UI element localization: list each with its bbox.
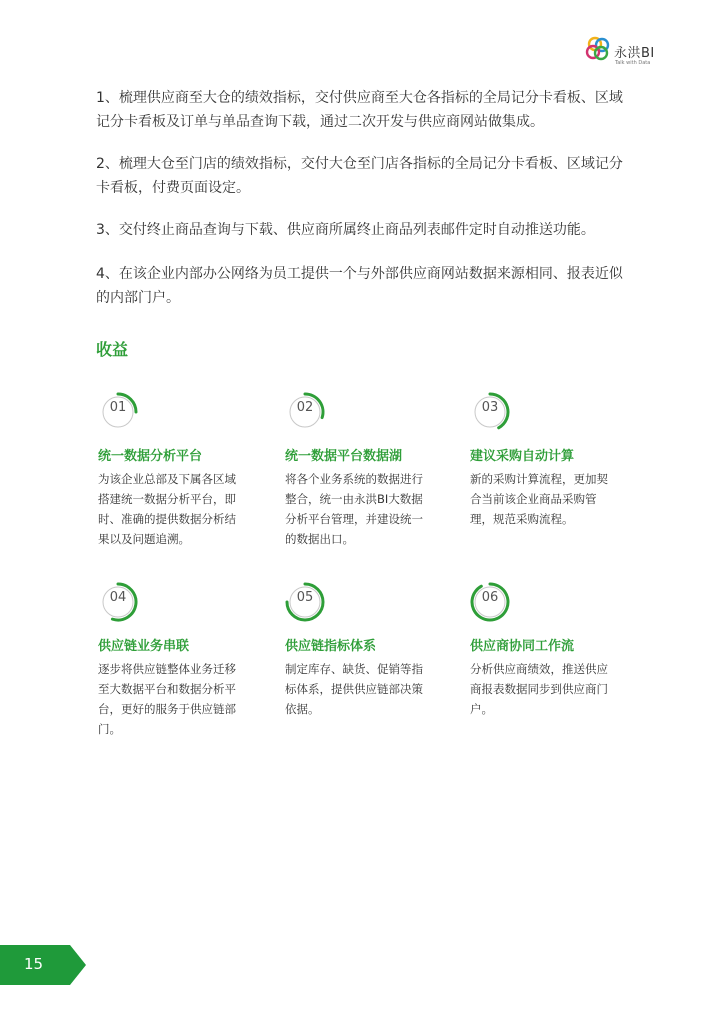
- benefit-title: 统一数据分析平台: [98, 449, 203, 464]
- benefit-number: 04: [109, 590, 127, 605]
- section-title: 收益: [96, 340, 129, 359]
- benefit-number: 06: [481, 590, 499, 605]
- logo-tagline: Talk with Data: [615, 60, 651, 66]
- benefit-number: 03: [481, 400, 499, 415]
- paragraph-1: 1、梳理供应商至大仓的绩效指标，交付供应商至大仓各指标的全局记分卡看板、区域记分卡看板及订单与单品查询下载，通过二次开发与供应商网站做集成。: [96, 90, 623, 130]
- benefit-description: 新的采购计算流程，更加契合当前该企业商品采购管理，规范采购流程。: [470, 472, 608, 526]
- logo-name: 永洪BI: [614, 46, 655, 61]
- benefit-description: 制定库存、缺货、促销等指标体系，提供供应链部决策依据。: [285, 662, 423, 716]
- paragraph-3: 3、交付终止商品查询与下载、供应商所属终止商品列表邮件定时自动推送功能。: [96, 222, 595, 238]
- benefit-title: 供应链业务串联: [98, 639, 190, 654]
- benefit-title: 供应链指标体系: [285, 639, 377, 654]
- benefit-description: 逐步将供应链整体业务迁移至大数据平台和数据分析平台，更好的服务于供应链部门。: [98, 662, 236, 736]
- benefit-number: 02: [296, 400, 314, 415]
- benefit-description: 为该企业总部及下属各区域搭建统一数据分析平台，即时、准确的提供数据分析结果以及问题追溯。: [98, 472, 236, 546]
- benefit-title: 供应商协同工作流: [470, 639, 575, 654]
- benefit-description: 分析供应商绩效，推送供应商报表数据同步到供应商门户。: [470, 662, 608, 716]
- brand-logo: [584, 34, 684, 74]
- page-number: 15: [24, 955, 44, 973]
- benefit-number: 05: [296, 590, 314, 605]
- benefit-title: 统一数据平台数据湖: [285, 449, 403, 464]
- benefit-number: 01: [109, 400, 127, 415]
- page-number-tab: [0, 945, 90, 985]
- paragraph-4: 4、在该企业内部办公网络为员工提供一个与外部供应商网站数据来源相同、报表近似的内部门户。: [96, 266, 623, 306]
- rings-logo-icon: [584, 34, 614, 64]
- paragraph-2: 2、梳理大仓至门店的绩效指标，交付大仓至门店各指标的全局记分卡看板、区域记分卡看板，付费页面设定。: [96, 156, 623, 196]
- benefit-description: 将各个业务系统的数据进行整合，统一由永洪BI大数据分析平台管理，并建设统一的数据出口。: [285, 472, 423, 546]
- benefit-title: 建议采购自动计算: [470, 449, 575, 464]
